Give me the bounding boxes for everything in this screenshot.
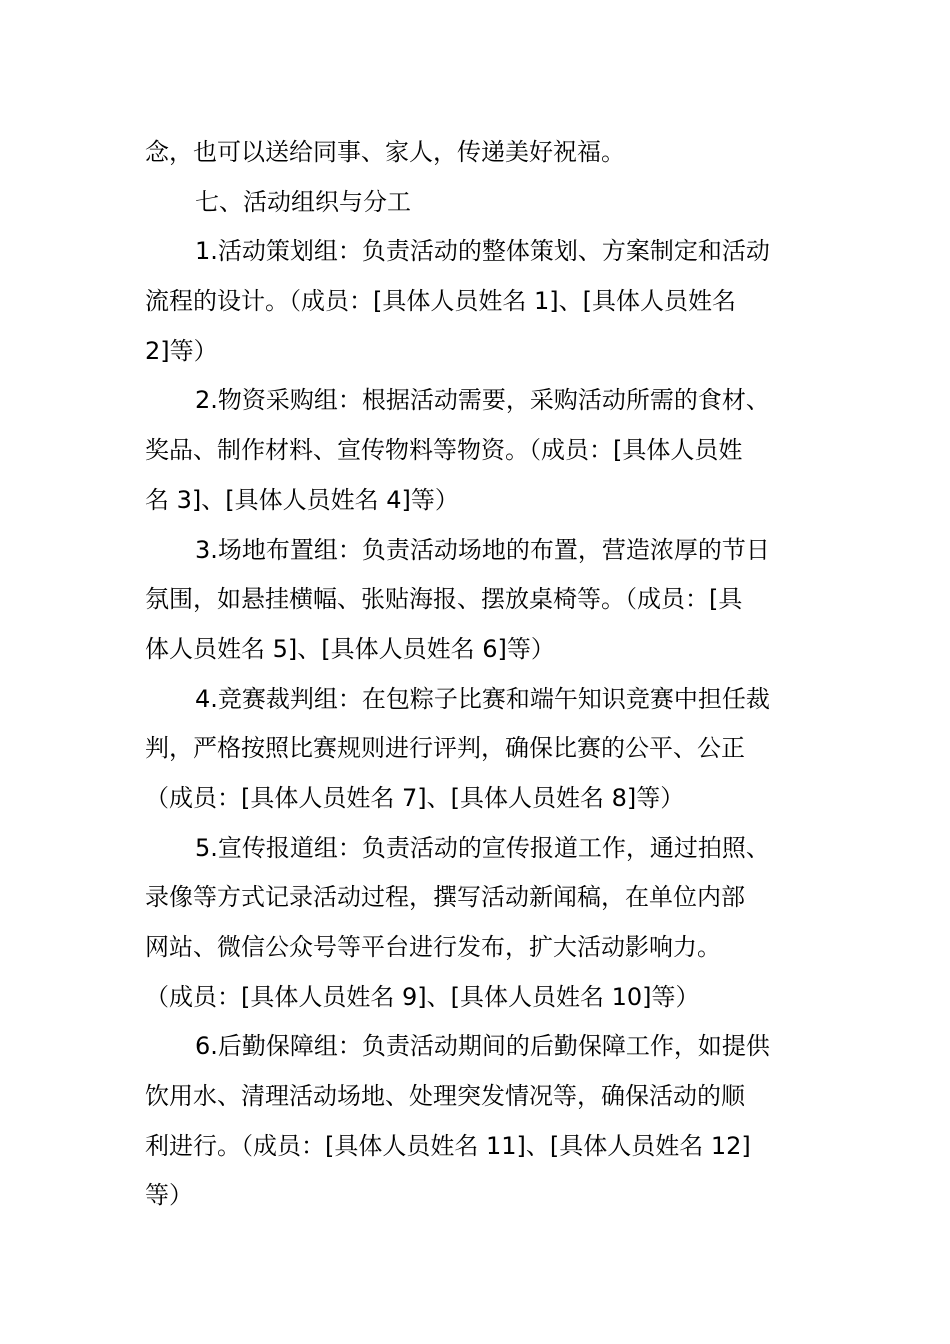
paragraph-planning-group-line: 2]等）	[145, 336, 218, 365]
document-body	[145, 128, 807, 1221]
paragraph-venue-group-line: 体人员姓名 5]、[具体人员姓名 6]等）	[145, 634, 555, 663]
paragraph-planning-group-line: 1.活动策划组：负责活动的整体策划、方案制定和活动	[195, 237, 770, 266]
paragraph-referee-group-line: （成员：[具体人员姓名 7]、[具体人员姓名 8]等）	[145, 783, 685, 812]
paragraph-venue-group-line: 3.场地布置组：负责活动场地的布置，营造浓厚的节日	[195, 535, 770, 564]
paragraph-referee-group-line: 判，严格按照比赛规则进行评判，确保比赛的公平、公正	[145, 734, 745, 763]
paragraph-procurement-group-line: 名 3]、[具体人员姓名 4]等）	[145, 485, 459, 514]
section-heading: 七、活动组织与分工	[195, 187, 411, 216]
paragraph-procurement-group-line: 奖品、制作材料、宣传物料等物资。（成员：[具体人员姓	[145, 436, 743, 465]
paragraph-publicity-group-line: 网站、微信公众号等平台进行发布，扩大活动影响力。	[145, 933, 721, 961]
paragraph-logistics-group-line: 利进行。（成员：[具体人员姓名 11]、[具体人员姓名 12]	[145, 1131, 751, 1160]
paragraph-continuation-line: 念，也可以送给同事、家人，传递美好祝福。	[145, 138, 625, 166]
paragraph-logistics-group-line: 6.后勤保障组：负责活动期间的后勤保障工作，如提供	[195, 1032, 770, 1061]
paragraph-planning-group-line: 流程的设计。（成员：[具体人员姓名 1]、[具体人员姓名	[145, 287, 736, 316]
paragraph-referee-group-line: 4.竞赛裁判组：在包粽子比赛和端午知识竞赛中担任裁	[195, 684, 770, 713]
paragraph-procurement-group-line: 2.物资采购组：根据活动需要，采购活动所需的食材、	[195, 386, 770, 415]
paragraph-logistics-group-line: 等）	[145, 1181, 193, 1210]
paragraph-publicity-group-line: 5.宣传报道组：负责活动的宣传报道工作，通过拍照、	[195, 833, 770, 862]
paragraph-logistics-group-line: 饮用水、清理活动场地、处理突发情况等，确保活动的顺	[145, 1082, 745, 1111]
paragraph-venue-group-line: 氛围，如悬挂横幅、张贴海报、摆放桌椅等。（成员：[具	[145, 585, 743, 614]
paragraph-publicity-group-line: 录像等方式记录活动过程，撰写活动新闻稿，在单位内部	[145, 883, 745, 912]
paragraph-publicity-group-line: （成员：[具体人员姓名 9]、[具体人员姓名 10]等）	[145, 982, 700, 1011]
